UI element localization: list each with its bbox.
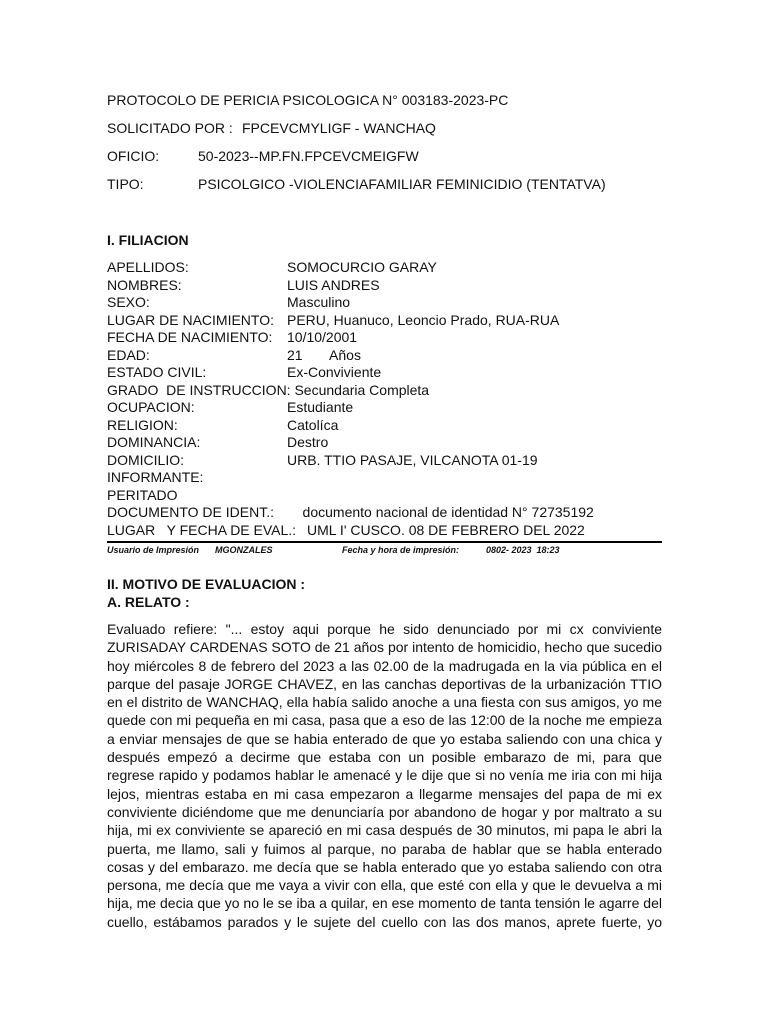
tipo-row [107, 176, 606, 193]
tipo-label: TIPO: [107, 176, 144, 192]
filiacion-label: ESTADO CIVIL: [107, 364, 207, 380]
footer-datetime-label: Fecha y hora de impresión: [342, 545, 460, 555]
relato-line: lejos, mientras estaba en mi casa empezaron a llegarme mensajes del papa de mi ex [107, 785, 662, 802]
filiacion-label: RELIGION: [107, 416, 178, 433]
filiacion-label: EDAD: [107, 346, 150, 363]
filiacion-value: Estudiante [287, 399, 354, 415]
motivo-title: II. MOTIVO DE EVALUACION : [107, 576, 306, 592]
relato-line: cosas y del embarazo. me decía que se habla enterado que yo estaba saliendo con otra [107, 858, 662, 875]
filiacion-value: LUIS ANDRES [287, 276, 380, 293]
relato-line: conviviente diciéndome que me denunciaría por abandono de hogar y por maltrato a su [107, 803, 662, 820]
filiacion-label: NOMBRES: [107, 276, 182, 293]
relato-line: persona, me decía que me vaya a vivir con ella, que esté con ella y que le devuelva a mi [107, 877, 662, 894]
relato-line: hoy miércoles 8 de febrero del 2023 a las 02.00 de la madrugada en la via pública en el [107, 657, 662, 674]
relato-line: hija, me decia que yo no le se iba a quilar, en ese momento de tanta tensión le agarre del [107, 895, 662, 912]
relato-line: después empezó a decirme que estaba con un posible embarazo de mi, para que [107, 749, 662, 766]
filiacion-label: OCUPACION: [107, 399, 195, 415]
filiacion-value: 21 Años [287, 346, 361, 363]
filiacion-label: LUGAR DE NACIMIENTO: [107, 311, 274, 328]
footer-user-label: Usuario de Impresión [107, 545, 200, 555]
filiacion-label: FECHA DE NACIMIENTO: [107, 329, 273, 345]
filiacion-label: APELLIDOS: [107, 259, 189, 275]
filiacion-value: Ex-Conviviente [287, 364, 382, 380]
filiacion-label: DOMINANCIA: [107, 434, 201, 450]
relato-line: puerta, me llamo, sali y fuimos al parque, no paraba de hablar que se habla enterado [107, 840, 662, 857]
filiacion-value: SOMOCURCIO GARAY [287, 259, 437, 275]
filiacion-label: DOCUMENTO DE IDENT.: [107, 504, 274, 520]
relato-line: en el distrito de WANCHAQ, ella había salido anoche a una fiesta con sus amigos, yo me [107, 694, 662, 711]
footer-datetime-value: 0802- 2023 18:23 [486, 545, 560, 555]
filiacion-value: Masculino [287, 294, 351, 310]
filiacion-label: LUGAR Y FECHA DE EVAL.: [107, 521, 297, 538]
relato-subtitle: A. RELATO : [107, 594, 190, 610]
solicitado-value: FPCEVCMYLIGF - WANCHAQ [242, 120, 436, 136]
filiacion-label: PERITADO [107, 486, 178, 503]
filiacion-value: documento nacional de identidad N° 72735192 [287, 504, 594, 520]
filiacion-value: PERU, Huanuco, Leoncio Prado, RUA-RUA [287, 311, 560, 328]
relato-line: regrese rapido y podamos hablar le amenacé y le dije que si no venía me iria con mi hija [107, 767, 662, 784]
solicitado-label: SOLICITADO POR : [107, 120, 233, 136]
relato-line: hija, mi ex conviviente se apareció en mi casa después de 30 minutos, mi papa le abri la [107, 822, 662, 839]
relato-line: parque del pasaje JORGE CHAVEZ, en las canchas deportivas de la urbanización TTIO [107, 675, 662, 692]
relato-line: Evaluado refiere: "... estoy aqui porque he sido denunciado por mi cx conviviente [107, 621, 662, 637]
filiacion-value: URB. TTIO PASAJE, VILCANOTA 01-19 [287, 451, 538, 468]
protocol-title: PROTOCOLO DE PERICIA PSICOLOGICA N° 003183-2023-PC [107, 92, 509, 108]
filiacion-value: Destro [287, 434, 329, 450]
filiacion-label: INFORMANTE: [107, 469, 204, 485]
oficio-label: OFICIO: [107, 148, 160, 164]
filiacion-label: SEXO: [107, 294, 150, 310]
filiacion-value: 10/10/2001 [287, 329, 358, 345]
filiacion-label: DOMICILIO: [107, 451, 185, 468]
solicitado-row [107, 120, 436, 137]
filiacion-value: Catolíca [287, 416, 339, 433]
relato-line: a enviar mensajes de que se habia enterado de que yo estaba saliendo con una chica y [107, 730, 662, 747]
filiacion-value: UML I' CUSCO. 08 DE FEBRERO DEL 2022 [307, 521, 585, 538]
oficio-row [107, 148, 419, 165]
relato-line: ZURISADAY CARDENAS SOTO de 21 años por intento de homicidio, hecho que sucedio [107, 639, 662, 656]
tipo-value: PSICOLGICO -VIOLENCIAFAMILIAR FEMINICIDIO (TENTATVA) [198, 176, 606, 192]
footer-user-value: MGONZALES [215, 545, 273, 555]
filiacion-title: I. FILIACION [107, 232, 189, 248]
filiacion-label: GRADO DE INSTRUCCION: Secundaria Completa [107, 381, 430, 398]
section-divider [107, 541, 662, 543]
relato-line: quede con mi pequeña en mi casa, pasa que a eso de las 12:00 de la noche me empieza [107, 712, 662, 729]
oficio-value: 50-2023--MP.FN.FPCEVCMEIGFW [198, 148, 419, 164]
relato-line: cuello, estábamos parados y le sujete del cuello con las dos manos, aprete fuerte, yo [107, 913, 662, 930]
relato-body [107, 620, 662, 931]
